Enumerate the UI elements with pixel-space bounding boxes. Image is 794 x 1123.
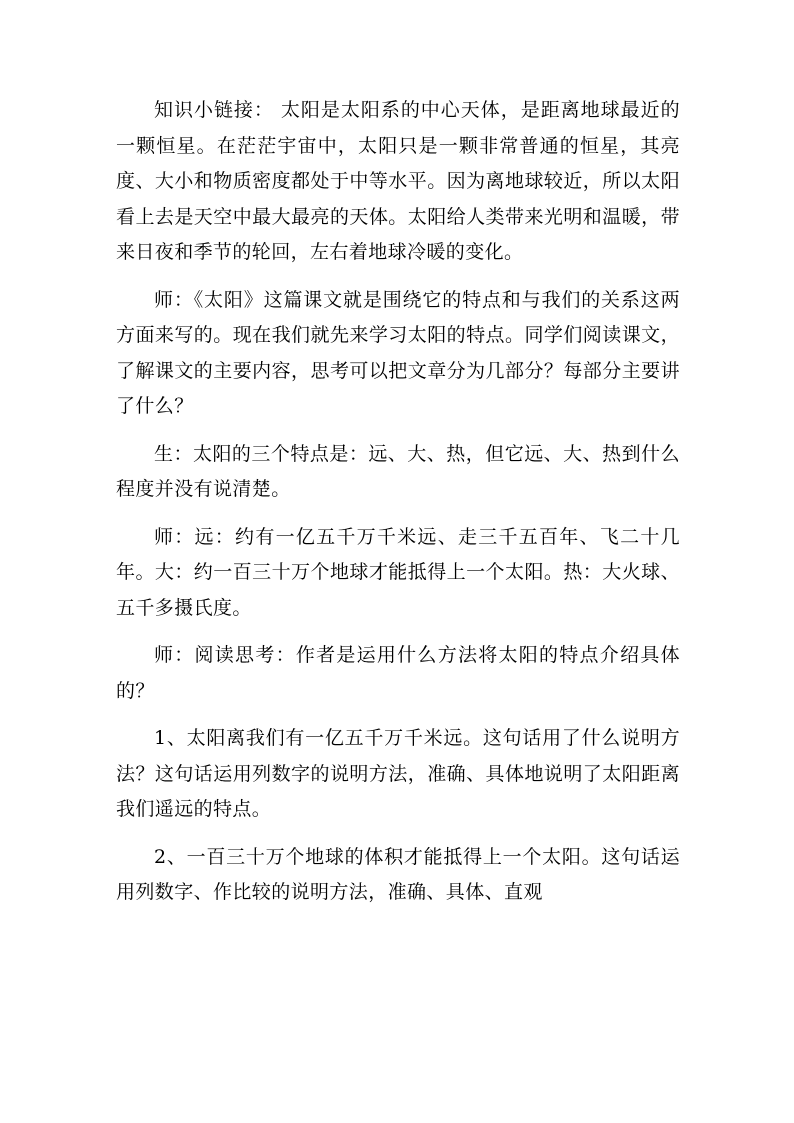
paragraph-knowledge-link: 知识小链接： 太阳是太阳系的中心天体，是距离地球最近的一颗恒星。在茫茫宇宙中，太阳只是一颗非常普通的恒星，其亮度、大小和物质密度都处于中等水平。因为离地球较近，所以太阳看上去是天空中最大最亮的天体。太阳给人类带来光明和温暖，带来日夜和季节的轮回，左右着地球冷暖的变化。 [116, 99, 680, 263]
paragraph-point-1: 1、太阳离我们有一亿五千万千米远。这句话用了什么说明方法？这句话运用列数字的说明方法，准确、具体地说明了太阳距离我们遥远的特点。 [116, 727, 680, 820]
paragraph-point-2: 2、一百三十万个地球的体积才能抵得上一个太阳。这句话运用列数字、作比较的说明方法，准确、具体、直观 [116, 845, 680, 903]
paragraph-teacher-features: 师：远：约有一亿五千万千米远、走三千五百年、飞二十几年。大：约一百三十万个地球才能抵得上一个太阳。热：大火球、五千多摄氏度。 [116, 525, 680, 619]
paragraph-teacher-question: 师：阅读思考：作者是运用什么方法将太阳的特点介绍具体的？ [116, 644, 680, 702]
paragraph-student-answer: 生：太阳的三个特点是：远、大、热，但它远、大、热到什么程度并没有说清楚。 [116, 442, 680, 500]
paragraph-teacher-intro: 师：《太阳》这篇课文就是围绕它的特点和与我们的关系这两方面来写的。现在我们就先来学习太阳的特点。同学们阅读课文，了解课文的主要内容，思考可以把文章分为几部分？每部分主要讲了什么？ [116, 288, 680, 417]
document-page [116, 93, 680, 923]
